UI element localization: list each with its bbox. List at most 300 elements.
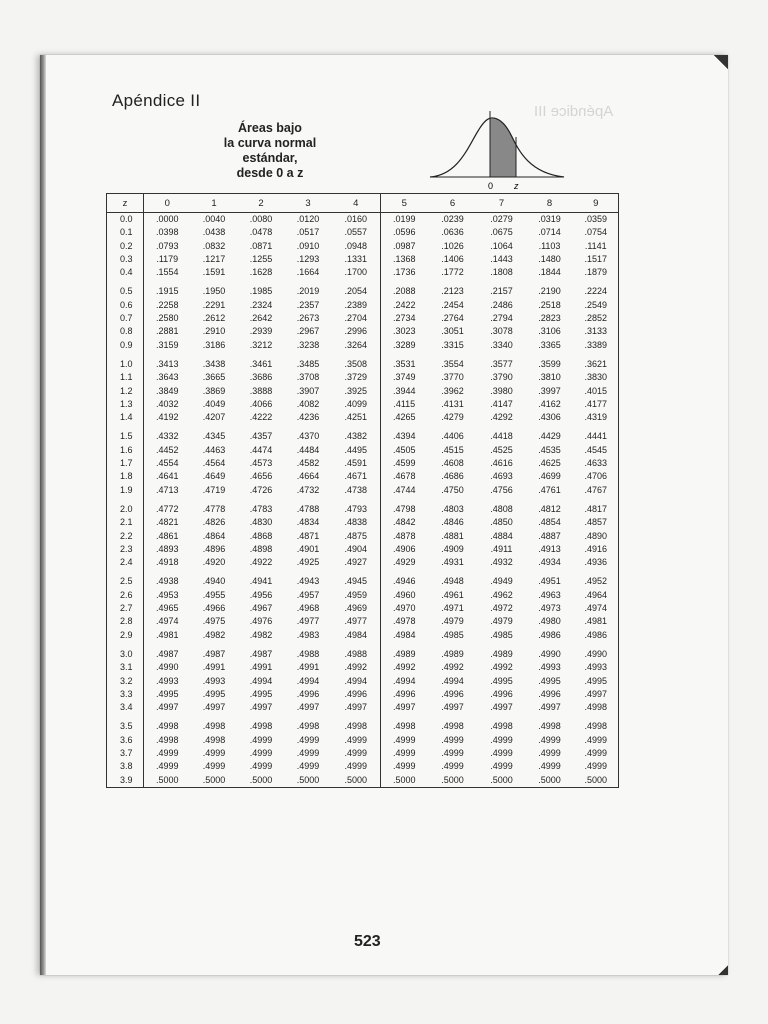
area-cell: .3944 [381,385,428,398]
area-cell: .2486 [490,299,513,310]
area-cell: .4382 [344,431,368,442]
area-cell: .4761 [538,484,561,495]
area-cell: .2642 [249,313,273,324]
heading-line: desde 0 a z [236,166,304,180]
area-cell: .4772 [155,503,179,514]
area-cell: .4207 [202,412,226,423]
z-value-cell: 0.4 [107,266,144,279]
area-cell: .3531 [381,358,428,371]
area-cell: .4649 [202,471,226,482]
area-cell: .2291 [202,299,226,310]
area-cell: .4977 [344,616,368,627]
area-cell: .3023 [381,325,428,338]
area-cell: .4616 [490,458,513,469]
z-value-cell: 3.9 [107,774,144,788]
table-row [107,266,619,279]
area-cell: .4719 [202,484,226,495]
area-cell: .4991 [296,662,320,673]
page-number: 523 [354,933,381,950]
area-cell: .2324 [249,299,273,310]
z-value-cell: 0.9 [107,339,144,352]
area-cell: .3925 [344,385,368,396]
area-cell: .3413 [155,358,179,369]
area-cell: .4999 [344,734,368,745]
area-cell: .1950 [202,286,226,297]
area-cell: .4999 [155,747,179,758]
area-cell: .4842 [381,516,428,529]
area-cell: .4357 [249,431,273,442]
area-cell: .3485 [296,358,320,369]
z-value-cell: 1.7 [107,457,144,470]
shaded-area [490,119,516,177]
z-value-cell: 3.8 [107,760,144,773]
table-row [107,226,619,239]
area-cell: .5000 [584,774,608,785]
area-cell: .3980 [490,385,513,396]
area-cell: .2580 [155,313,179,324]
area-cell: .4932 [490,557,513,568]
area-cell: .2673 [296,313,320,324]
area-cell: .1736 [381,266,428,279]
area-cell: .4981 [155,629,179,640]
area-cell: .4982 [249,629,273,640]
column-header: 4 [332,194,381,213]
area-cell: .4983 [296,629,320,640]
z-value-cell: 2.8 [107,615,144,628]
area-cell: .3264 [344,339,368,350]
area-cell: .1026 [441,240,464,251]
area-cell: .4968 [296,603,320,614]
area-cell: .4525 [490,444,513,455]
table-row [107,339,619,352]
area-cell: .4999 [490,734,513,745]
area-cell: .4957 [296,589,320,600]
area-cell: .2157 [490,286,513,297]
z-value-cell: 1.3 [107,398,144,411]
table-row [107,556,619,569]
area-cell: .3365 [538,339,561,350]
z-value-cell: 1.4 [107,411,144,424]
area-cell: .4999 [538,734,561,745]
area-cell: .4236 [296,412,320,423]
area-cell: .4927 [344,557,368,568]
area-cell: .4991 [202,662,226,673]
area-cell: .3461 [249,358,273,369]
area-cell: .4964 [584,589,608,600]
area-cell: .4319 [584,412,608,423]
area-cell: .4993 [538,662,561,673]
area-cell: .4999 [381,734,428,747]
column-header: 0 [144,194,191,213]
area-cell: .4931 [441,557,464,568]
area-cell: .4940 [202,576,226,587]
z-value-cell: 2.5 [107,575,144,588]
z-value-cell: 0.1 [107,226,144,239]
area-cell: .1293 [296,253,320,264]
z-value-cell: 1.9 [107,484,144,497]
area-cell: .4906 [381,543,428,556]
z-value-cell: 0.0 [107,213,144,227]
area-cell: .4656 [249,471,273,482]
area-cell: .4015 [584,385,608,396]
area-cell: .4608 [441,458,464,469]
area-cell: .4999 [202,761,226,772]
area-cell: .4573 [249,458,273,469]
area-cell: .3790 [490,372,513,383]
area-cell: .4951 [538,576,561,587]
z-table-container [106,193,619,788]
area-cell: .4115 [381,398,428,411]
area-cell: .4871 [296,530,320,541]
z-value-cell: 3.6 [107,734,144,747]
area-cell: .3238 [296,339,320,350]
z-value-cell: 2.6 [107,589,144,602]
area-cell: .2422 [381,299,428,312]
area-cell: .3340 [490,339,513,350]
area-cell: .4996 [490,688,513,699]
area-cell: .5000 [381,774,428,788]
area-cell: .4032 [155,398,179,409]
area-cell: .4817 [584,503,608,514]
area-cell: .4406 [441,431,464,442]
area-cell: .4834 [296,517,320,528]
area-cell: .0239 [441,214,464,224]
area-cell: .4992 [381,661,428,674]
area-cell: .3078 [490,326,513,337]
area-cell: .1879 [584,267,608,278]
area-cell: .4147 [490,398,513,409]
area-cell: .2996 [344,326,368,337]
table-row [107,503,619,516]
area-cell: .0319 [538,214,561,224]
area-cell: .3888 [249,385,273,396]
heading-line: Áreas bajo [238,121,302,135]
area-cell: .1517 [584,253,608,264]
area-cell: .4838 [344,517,368,528]
area-cell: .4545 [584,444,608,455]
area-cell: .1255 [249,253,273,264]
table-row [107,299,619,312]
table-row [107,457,619,470]
area-cell: .4973 [538,603,561,614]
area-cell: .4996 [381,688,428,701]
area-cell: .4986 [538,629,561,640]
area-cell: .4959 [344,589,368,600]
area-cell: .4955 [202,589,226,600]
area-cell: .3577 [490,358,513,369]
area-cell: .4960 [381,589,428,602]
z-value-cell: 0.3 [107,253,144,266]
page-corner [708,55,728,75]
area-cell: .4994 [296,675,320,686]
area-cell: .4441 [584,431,608,442]
area-cell: .4798 [381,503,428,516]
area-cell: .4463 [202,444,226,455]
area-cell: .4956 [249,589,273,600]
table-row [107,398,619,411]
area-cell: .4292 [490,412,513,423]
area-cell: .4591 [344,458,368,469]
area-cell: .2881 [155,326,179,337]
area-cell: .4713 [155,484,179,495]
area-cell: .4495 [344,444,368,455]
area-cell: .3599 [538,358,561,369]
area-cell: .4979 [441,616,464,627]
area-cell: .4901 [296,543,320,554]
area-cell: .1064 [490,240,513,251]
area-cell: .4943 [296,576,320,587]
area-cell: .2764 [441,313,464,324]
area-cell: .4678 [381,470,428,483]
area-cell: .4997 [584,688,608,699]
table-row [107,688,619,701]
area-cell: .4394 [381,430,428,443]
table-row [107,430,619,443]
column-header: 6 [428,194,478,213]
z-value-cell: 2.0 [107,503,144,516]
area-cell: .4979 [490,616,513,627]
area-cell: .1700 [344,267,368,278]
table-row [107,675,619,688]
show-through-title: Apéndice III [534,103,614,120]
area-cell: .4582 [296,458,320,469]
area-cell: .4997 [538,702,561,713]
area-cell: .4986 [584,629,608,640]
area-cell: .4992 [441,662,464,673]
area-cell: .4999 [202,747,226,758]
area-cell: .4922 [249,557,273,568]
area-cell: .4998 [538,721,561,732]
area-cell: .4803 [441,503,464,514]
table-row [107,253,619,266]
area-cell: .4066 [249,398,273,409]
area-cell: .4418 [490,431,513,442]
area-cell: .3438 [202,358,226,369]
area-cell: .4999 [538,761,561,772]
area-cell: .4946 [381,575,428,588]
area-cell: .4854 [538,517,561,528]
area-cell: .1103 [538,240,561,251]
area-cell: .4952 [584,576,608,587]
area-cell: .4505 [381,444,428,457]
z-value-cell: 2.9 [107,629,144,642]
area-cell: .0359 [584,214,608,224]
area-cell: .4484 [296,444,320,455]
area-cell: .3389 [584,339,608,350]
area-cell: .4997 [490,702,513,713]
area-cell: .4999 [441,734,464,745]
area-cell: .4884 [490,530,513,541]
z-value-cell: 3.1 [107,661,144,674]
z-value-cell: 1.2 [107,385,144,398]
area-cell: .4998 [584,702,608,713]
header-row [107,194,619,213]
normal-curve-figure [428,107,568,191]
area-cell: .4893 [155,543,179,554]
z-value-cell: 1.1 [107,371,144,384]
area-cell: .4625 [538,458,561,469]
area-cell: .1331 [344,253,368,264]
area-cell: .4686 [441,471,464,482]
area-cell: .4846 [441,517,464,528]
column-header: 5 [381,194,428,213]
area-cell: .2518 [538,299,561,310]
area-cell: .4981 [584,616,608,627]
area-cell: .0871 [249,240,273,251]
area-cell: .4991 [249,662,273,673]
area-cell: .4999 [538,747,561,758]
area-cell: .1985 [249,286,273,297]
column-header-z: z [107,194,144,213]
area-cell: .3849 [155,385,179,396]
area-cell: .4887 [538,530,561,541]
area-cell: .4699 [538,471,561,482]
table-row [107,648,619,661]
area-cell: .0040 [202,214,226,224]
area-cell: .4995 [249,688,273,699]
table-row [107,747,619,760]
area-cell: .4997 [296,702,320,713]
area-cell: .3212 [249,339,273,350]
area-cell: .0832 [202,240,226,251]
area-cell: .4515 [441,444,464,455]
area-cell: .4726 [249,484,273,495]
area-cell: .1915 [155,286,179,297]
area-cell: .5000 [296,774,320,785]
area-cell: .0517 [296,227,320,238]
area-cell: .4995 [538,675,561,686]
z-value-cell: 2.2 [107,530,144,543]
table-row [107,240,619,253]
area-cell: .4963 [538,589,561,600]
area-cell: .4826 [202,517,226,528]
book-spine-shadow [40,55,46,975]
area-cell: .4999 [441,747,464,758]
area-cell: .4778 [202,503,226,514]
area-cell: .2939 [249,326,273,337]
column-header: 8 [526,194,574,213]
area-cell: .4916 [584,543,608,554]
area-cell: .2852 [584,313,608,324]
area-cell: .5000 [538,774,561,785]
table-row [107,411,619,424]
area-cell: .4990 [538,648,561,659]
area-cell: .4898 [249,543,273,554]
area-cell: .4332 [155,431,179,442]
z-value-cell: 2.4 [107,556,144,569]
z-value-cell: 3.3 [107,688,144,701]
area-cell: .4452 [155,444,179,455]
area-cell: .3665 [202,372,226,383]
area-cell: .4999 [490,761,513,772]
column-header: 9 [574,194,619,213]
area-cell: .2190 [538,286,561,297]
area-cell: .4049 [202,398,226,409]
area-cell: .2794 [490,313,513,324]
area-cell: .4994 [344,675,368,686]
area-cell: .4988 [296,648,320,659]
area-cell: .0987 [381,240,428,253]
area-cell: .5000 [490,774,513,785]
area-cell: .1772 [441,267,464,278]
area-cell: .1808 [490,267,513,278]
area-cell: .1591 [202,267,226,278]
area-cell: .0714 [538,227,561,238]
area-cell: .4966 [202,603,226,614]
area-cell: .4767 [584,484,608,495]
area-cell: .4999 [249,734,273,745]
z-value-cell: 2.3 [107,543,144,556]
area-cell: .4993 [202,675,226,686]
area-cell: .2734 [381,312,428,325]
area-cell: .3686 [249,372,273,383]
table-row [107,470,619,483]
area-cell: .4998 [202,721,226,732]
area-cell: .4850 [490,517,513,528]
table-row [107,285,619,298]
area-cell: .4995 [490,675,513,686]
area-cell: .4999 [344,761,368,772]
table-row [107,530,619,543]
area-cell: .4987 [155,648,179,659]
area-cell: .4265 [381,411,428,424]
area-cell: .4985 [490,629,513,640]
area-cell: .0199 [381,213,428,227]
area-cell: .4783 [249,503,273,514]
area-cell: .4999 [344,747,368,758]
area-cell: .4994 [441,675,464,686]
area-cell: .2088 [381,285,428,298]
area-cell: .4997 [344,702,368,713]
area-cell: .2389 [344,299,368,310]
area-cell: .4994 [381,675,428,688]
area-cell: .2967 [296,326,320,337]
area-cell: .3708 [296,372,320,383]
table-heading [220,121,320,181]
area-cell: .0793 [155,240,179,251]
z-value-cell: 1.8 [107,470,144,483]
area-cell: .4998 [344,721,368,732]
area-cell: .4693 [490,471,513,482]
area-cell: .4913 [538,543,561,554]
area-cell: .4971 [441,603,464,614]
area-cell: .4975 [202,616,226,627]
area-cell: .3869 [202,385,226,396]
area-cell: .3106 [538,326,561,337]
area-cell: .4732 [296,484,320,495]
area-cell: .4812 [538,503,561,514]
area-cell: .4998 [249,721,273,732]
area-cell: .4857 [584,517,608,528]
area-cell: .4750 [441,484,464,495]
column-header: 7 [478,194,526,213]
area-cell: .4904 [344,543,368,554]
area-cell: .4999 [584,734,608,745]
table-row [107,484,619,497]
area-cell: .1179 [156,253,179,264]
area-cell: .4999 [296,734,320,745]
z-value-cell: 2.1 [107,516,144,529]
area-cell: .4738 [344,484,368,495]
area-cell: .4995 [155,688,179,699]
area-cell: .4998 [155,721,179,732]
table-row [107,615,619,628]
area-cell: .4706 [584,471,608,482]
area-cell: .4925 [296,557,320,568]
area-cell: .0398 [155,227,179,238]
area-cell: .4911 [490,543,513,554]
area-cell: .4429 [538,431,561,442]
